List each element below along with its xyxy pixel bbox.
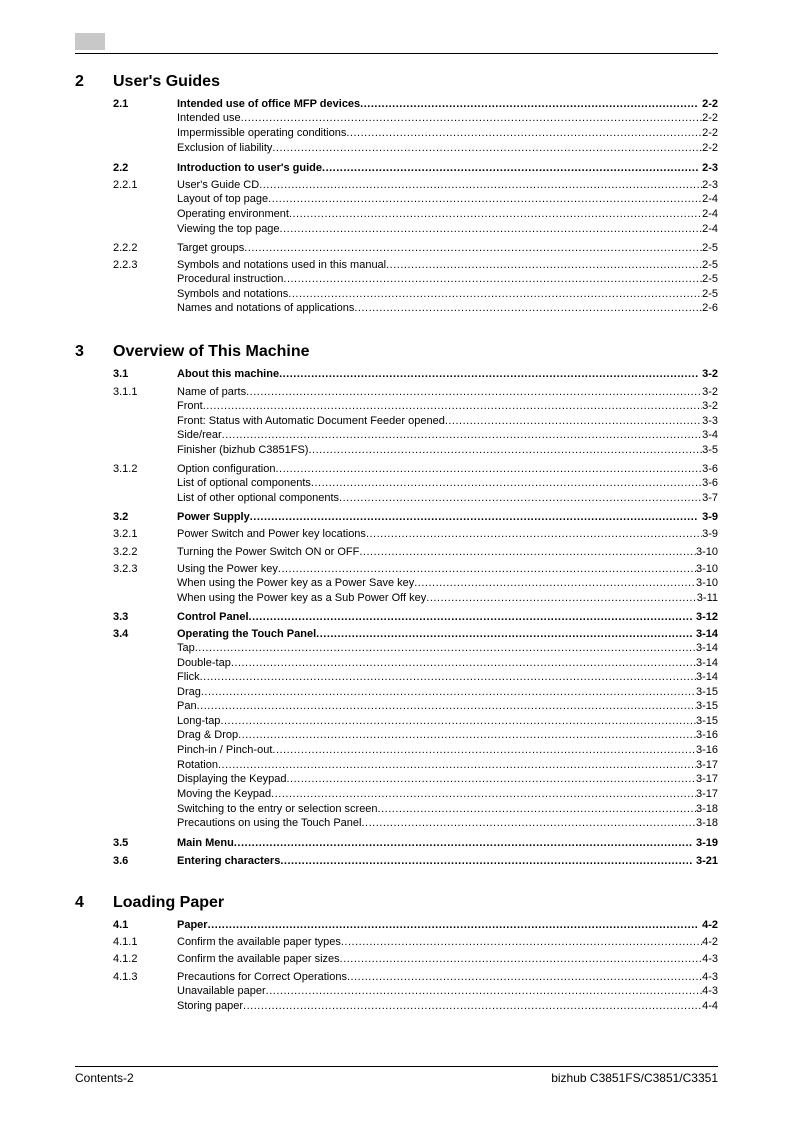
dot-leader: [238, 728, 696, 742]
toc-entry[interactable]: [75, 854, 718, 868]
entry-leader-line: [177, 178, 718, 192]
section-number: 3.1.2: [113, 463, 138, 475]
dot-leader: [203, 399, 702, 413]
toc-entry[interactable]: [75, 802, 718, 816]
entry-title: Symbols and notations used in this manual: [177, 259, 387, 271]
toc-entry[interactable]: [75, 970, 718, 984]
dot-leader: [354, 301, 702, 315]
toc-entry[interactable]: [75, 178, 718, 192]
dot-leader: [288, 287, 702, 301]
dot-leader: [195, 641, 696, 655]
page-number: 3-2: [702, 368, 718, 380]
entry-title: Exclusion of liability: [177, 142, 273, 154]
page-number: 2-6: [702, 302, 718, 314]
toc-entry[interactable]: [75, 918, 718, 932]
entry-title: Using the Power key: [177, 563, 278, 575]
dot-leader: [289, 207, 702, 221]
page-number: 3-9: [702, 511, 718, 523]
dot-leader: [283, 272, 702, 286]
toc-entry[interactable]: [75, 385, 718, 399]
toc-entry[interactable]: [75, 111, 718, 125]
toc-entry[interactable]: [75, 641, 718, 655]
entry-leader-line: [177, 385, 718, 399]
page-number: 3-12: [695, 611, 718, 623]
entry-leader-line: [177, 97, 718, 111]
footer-rule: [75, 1066, 718, 1067]
toc-entry[interactable]: [75, 772, 718, 786]
page-number: 3-14: [695, 642, 718, 654]
section-number: 4.1.3: [113, 971, 138, 983]
page-number: 3-16: [695, 729, 718, 741]
toc-entry[interactable]: [75, 627, 718, 641]
toc-entry[interactable]: [75, 728, 718, 742]
page-number: 4-2: [702, 936, 718, 948]
section-number: 3.2.2: [113, 546, 138, 558]
entry-leader-line: [177, 222, 718, 236]
entry-title: Entering characters: [177, 855, 281, 867]
dot-leader: [268, 192, 702, 206]
section-number: 3.5: [113, 837, 129, 849]
toc-entry[interactable]: [75, 241, 718, 255]
entry-leader-line: [177, 758, 718, 772]
toc-entry[interactable]: [75, 399, 718, 413]
dot-leader: [366, 527, 702, 541]
dot-leader: [279, 367, 698, 381]
toc-entry[interactable]: [75, 207, 718, 221]
entry-leader-line: [177, 728, 718, 742]
dot-leader: [339, 491, 702, 505]
entry-title: User's Guide CD: [177, 179, 260, 191]
entry-title: List of other optional components: [177, 492, 340, 504]
chapter-number: 4: [75, 894, 84, 911]
dot-leader: [340, 952, 702, 966]
entry-leader-line: [177, 141, 718, 155]
toc-entry[interactable]: [75, 97, 718, 111]
chapter-number: 3: [75, 343, 84, 360]
section-number: 2.2.2: [113, 242, 138, 254]
section-number: 3.6: [113, 855, 129, 867]
toc-entry[interactable]: [75, 428, 718, 442]
dot-leader: [249, 610, 692, 624]
entry-title: Displaying the Keypad: [177, 773, 287, 785]
entry-title: Flick: [177, 671, 200, 683]
section-number: 4.1.1: [113, 936, 138, 948]
entry-leader-line: [177, 272, 718, 286]
header-rule: [75, 53, 718, 54]
footer-page-label: Contents-2: [75, 1071, 134, 1085]
entry-title: Storing paper: [177, 1000, 244, 1012]
toc-entry[interactable]: [75, 161, 718, 175]
entry-title: Symbols and notations: [177, 288, 289, 300]
section-number: 3.3: [113, 611, 129, 623]
page-number: 3-14: [695, 628, 718, 640]
entry-title: Precautions for Correct Operations: [177, 971, 347, 983]
dot-leader: [308, 443, 702, 457]
entry-leader-line: [177, 935, 718, 949]
page-number: 2-4: [702, 223, 718, 235]
entry-title: Moving the Keypad: [177, 788, 272, 800]
entry-leader-line: [177, 699, 718, 713]
entry-leader-line: [177, 428, 718, 442]
dot-leader: [200, 670, 696, 684]
entry-leader-line: [177, 192, 718, 206]
page-number: 3-17: [695, 788, 718, 800]
toc-entry[interactable]: [75, 758, 718, 772]
entry-title: Introduction to user's guide: [177, 162, 323, 174]
page-number: 4-2: [702, 919, 718, 931]
entry-leader-line: [177, 685, 718, 699]
page-number: 3-18: [695, 803, 718, 815]
entry-leader-line: [177, 918, 718, 932]
section-number: 2.2.1: [113, 179, 138, 191]
chapter-title: Loading Paper: [113, 894, 225, 911]
chapter-heading: [75, 893, 718, 913]
header-tab-mark: [75, 33, 105, 50]
entry-title: Confirm the available paper types: [177, 936, 341, 948]
page-number: 3-21: [695, 855, 718, 867]
page-number: 3-5: [702, 444, 718, 456]
entry-leader-line: [177, 476, 718, 490]
entry-leader-line: [177, 576, 718, 590]
page-number: 3-6: [702, 463, 718, 475]
page-number: 3-17: [695, 773, 718, 785]
page-number: 3-10: [695, 546, 718, 558]
entry-title: Paper: [177, 919, 208, 931]
entry-leader-line: [177, 787, 718, 801]
entry-leader-line: [177, 462, 718, 476]
dot-leader: [359, 545, 696, 559]
dot-leader: [222, 428, 702, 442]
toc-entry[interactable]: [75, 816, 718, 830]
page-number: 3-15: [695, 700, 718, 712]
toc-entry[interactable]: [75, 576, 718, 590]
page-number: 2-5: [702, 259, 718, 271]
page-number: 4-3: [702, 971, 718, 983]
page-number: 3-15: [695, 715, 718, 727]
toc-entry[interactable]: [75, 287, 718, 301]
dot-leader: [316, 627, 692, 641]
chapter-title: Overview of This Machine: [113, 343, 310, 360]
section-number: 4.1: [113, 919, 129, 931]
entry-title: Side/rear: [177, 429, 222, 441]
dot-leader: [414, 576, 696, 590]
page-number: 2-2: [702, 112, 718, 124]
entry-leader-line: [177, 510, 718, 524]
entry-leader-line: [177, 714, 718, 728]
dot-leader: [386, 258, 702, 272]
entry-leader-line: [177, 641, 718, 655]
entry-title: Turning the Power Switch ON or OFF: [177, 546, 360, 558]
dot-leader: [234, 836, 692, 850]
page-number: 3-9: [702, 528, 718, 540]
toc-entry[interactable]: [75, 545, 718, 559]
entry-title: Intended use: [177, 112, 241, 124]
dot-leader: [361, 816, 695, 830]
entry-title: List of optional components: [177, 477, 311, 489]
toc-entry[interactable]: [75, 984, 718, 998]
entry-title: Power Switch and Power key locations: [177, 528, 366, 540]
dot-leader: [201, 685, 696, 699]
dot-leader: [347, 970, 702, 984]
section-number: 3.1.1: [113, 386, 138, 398]
entry-title: Intended use of office MFP devices: [177, 98, 361, 110]
page-number: 2-2: [702, 142, 718, 154]
dot-leader: [231, 656, 696, 670]
page-number: 2-5: [702, 273, 718, 285]
page-number: 2-5: [702, 288, 718, 300]
toc-entry[interactable]: [75, 258, 718, 272]
dot-leader: [259, 178, 702, 192]
entry-leader-line: [177, 161, 718, 175]
entry-leader-line: [177, 207, 718, 221]
dot-leader: [243, 999, 702, 1013]
page-number: 3-6: [702, 477, 718, 489]
dot-leader: [360, 97, 698, 111]
entry-title: Operating environment: [177, 208, 289, 220]
entry-title: Impermissible operating conditions: [177, 127, 347, 139]
entry-leader-line: [177, 562, 718, 576]
toc-entry[interactable]: [75, 685, 718, 699]
entry-leader-line: [177, 491, 718, 505]
entry-leader-line: [177, 610, 718, 624]
toc-entry[interactable]: [75, 610, 718, 624]
page-number: 2-2: [702, 98, 718, 110]
dot-leader: [218, 758, 696, 772]
entry-leader-line: [177, 970, 718, 984]
page-number: 3-11: [696, 592, 718, 604]
section-number: 3.2: [113, 511, 129, 523]
entry-leader-line: [177, 111, 718, 125]
entry-title: Target groups: [177, 242, 245, 254]
chapter-heading: [75, 72, 718, 92]
section-number: 4.1.2: [113, 953, 138, 965]
chapter-number: 2: [75, 73, 84, 90]
entry-leader-line: [177, 984, 718, 998]
entry-title: Drag: [177, 686, 201, 698]
entry-leader-line: [177, 258, 718, 272]
dot-leader: [272, 743, 696, 757]
page-number: 3-2: [702, 400, 718, 412]
entry-leader-line: [177, 399, 718, 413]
entry-leader-line: [177, 627, 718, 641]
entry-leader-line: [177, 802, 718, 816]
toc-entry[interactable]: [75, 192, 718, 206]
section-number: 3.2.1: [113, 528, 138, 540]
section-number: 3.4: [113, 628, 129, 640]
entry-title: Double-tap: [177, 657, 231, 669]
toc-entry[interactable]: [75, 491, 718, 505]
page-number: 3-15: [695, 686, 718, 698]
dot-leader: [271, 787, 696, 801]
dot-leader: [280, 222, 703, 236]
entry-title: Unavailable paper: [177, 985, 266, 997]
dot-leader: [241, 111, 702, 125]
toc-entry[interactable]: [75, 787, 718, 801]
entry-title: Main Menu: [177, 837, 234, 849]
entry-leader-line: [177, 367, 718, 381]
page-number: 3-14: [695, 671, 718, 683]
entry-title: Layout of top page: [177, 193, 269, 205]
entry-title: Precautions on using the Touch Panel: [177, 817, 362, 829]
entry-title: When using the Power key as a Sub Power Off key: [177, 592, 427, 604]
entry-title: Long-tap: [177, 715, 221, 727]
dot-leader: [244, 241, 702, 255]
section-number: 2.1: [113, 98, 129, 110]
entry-leader-line: [177, 527, 718, 541]
entry-leader-line: [177, 591, 718, 605]
entry-leader-line: [177, 743, 718, 757]
entry-title: Tap: [177, 642, 195, 654]
toc-entry[interactable]: [75, 952, 718, 966]
chapter-heading: [75, 342, 718, 362]
dot-leader: [272, 141, 702, 155]
dot-leader: [445, 414, 702, 428]
entry-leader-line: [177, 126, 718, 140]
toc-entry[interactable]: [75, 272, 718, 286]
entry-leader-line: [177, 414, 718, 428]
dot-leader: [322, 161, 698, 175]
entry-title: Confirm the available paper sizes: [177, 953, 340, 965]
toc-entry[interactable]: [75, 462, 718, 476]
dot-leader: [250, 510, 698, 524]
toc-entry[interactable]: [75, 367, 718, 381]
entry-title: Viewing the top page: [177, 223, 280, 235]
entry-title: Switching to the entry or selection screen: [177, 803, 378, 815]
dot-leader: [208, 918, 699, 932]
page-number: 3-3: [702, 415, 718, 427]
page-number: 3-10: [695, 563, 718, 575]
page-number: 3-18: [695, 817, 718, 829]
page-number: 3-4: [702, 429, 718, 441]
dot-leader: [286, 772, 696, 786]
page-number: 4-3: [702, 985, 718, 997]
entry-title: Option configuration: [177, 463, 276, 475]
entry-leader-line: [177, 656, 718, 670]
page-number: 3-16: [695, 744, 718, 756]
entry-title: When using the Power key as a Power Save key: [177, 577, 415, 589]
entry-leader-line: [177, 952, 718, 966]
page-number: 2-3: [702, 162, 718, 174]
section-number: 2.2: [113, 162, 129, 174]
toc-entry[interactable]: [75, 836, 718, 850]
toc-entry[interactable]: [75, 141, 718, 155]
page-number: 2-2: [702, 127, 718, 139]
section-number: 2.2.3: [113, 259, 138, 271]
page-number: 3-19: [695, 837, 718, 849]
toc-entry[interactable]: [75, 935, 718, 949]
dot-leader: [197, 699, 696, 713]
entry-title: Control Panel: [177, 611, 249, 623]
toc-entry[interactable]: [75, 670, 718, 684]
dot-leader: [341, 935, 702, 949]
dot-leader: [426, 591, 697, 605]
toc-entry[interactable]: [75, 414, 718, 428]
entry-title: Drag & Drop: [177, 729, 239, 741]
page-number: 3-7: [702, 492, 718, 504]
dot-leader: [346, 126, 702, 140]
dot-leader: [311, 476, 702, 490]
entry-title: Front: [177, 400, 203, 412]
footer-model-label: bizhub C3851FS/C3851/C3351: [551, 1071, 718, 1085]
entry-title: Procedural instruction: [177, 273, 284, 285]
entry-title: Pinch-in / Pinch-out: [177, 744, 273, 756]
toc-entry[interactable]: [75, 714, 718, 728]
toc-entry[interactable]: [75, 591, 718, 605]
entry-leader-line: [177, 241, 718, 255]
entry-title: Rotation: [177, 759, 218, 771]
page-number: 2-3: [702, 179, 718, 191]
entry-leader-line: [177, 836, 718, 850]
entry-leader-line: [177, 670, 718, 684]
page-number: 3-14: [695, 657, 718, 669]
page-number: 4-3: [702, 953, 718, 965]
page-number: 3-10: [695, 577, 718, 589]
entry-title: Name of parts: [177, 386, 247, 398]
entry-leader-line: [177, 287, 718, 301]
entry-title: Finisher (bizhub C3851FS): [177, 444, 309, 456]
entry-leader-line: [177, 772, 718, 786]
dot-leader: [278, 562, 696, 576]
entry-title: Operating the Touch Panel: [177, 628, 317, 640]
entry-leader-line: [177, 854, 718, 868]
dot-leader: [280, 854, 692, 868]
dot-leader: [266, 984, 702, 998]
entry-leader-line: [177, 301, 718, 315]
page-number: 2-4: [702, 208, 718, 220]
page-number: 4-4: [702, 1000, 718, 1012]
toc-entry[interactable]: [75, 126, 718, 140]
entry-leader-line: [177, 999, 718, 1013]
toc-entry[interactable]: [75, 476, 718, 490]
entry-leader-line: [177, 816, 718, 830]
entry-title: Names and notations of applications: [177, 302, 355, 314]
section-number: 3.2.3: [113, 563, 138, 575]
chapter-title: User's Guides: [113, 73, 220, 90]
entry-title: Pan: [177, 700, 197, 712]
toc-entry[interactable]: [75, 443, 718, 457]
toc-entry[interactable]: [75, 301, 718, 315]
toc-entry[interactable]: [75, 510, 718, 524]
dot-leader: [220, 714, 696, 728]
toc-entry[interactable]: [75, 699, 718, 713]
dot-leader: [275, 462, 702, 476]
page-number: 2-4: [702, 193, 718, 205]
toc-entry[interactable]: [75, 222, 718, 236]
toc-entry[interactable]: [75, 656, 718, 670]
entry-title: Power Supply: [177, 511, 250, 523]
dot-leader: [246, 385, 702, 399]
page-number: 2-5: [702, 242, 718, 254]
toc-entry[interactable]: [75, 743, 718, 757]
entry-title: Front: Status with Automatic Document Feeder opened: [177, 415, 445, 427]
entry-leader-line: [177, 545, 718, 559]
toc-entry[interactable]: [75, 562, 718, 576]
entry-leader-line: [177, 443, 718, 457]
page-number: 3-17: [695, 759, 718, 771]
toc-entry[interactable]: [75, 999, 718, 1013]
page-number: 3-2: [702, 386, 718, 398]
entry-title: About this machine: [177, 368, 280, 380]
toc-entry[interactable]: [75, 527, 718, 541]
dot-leader: [378, 802, 696, 816]
section-number: 3.1: [113, 368, 129, 380]
